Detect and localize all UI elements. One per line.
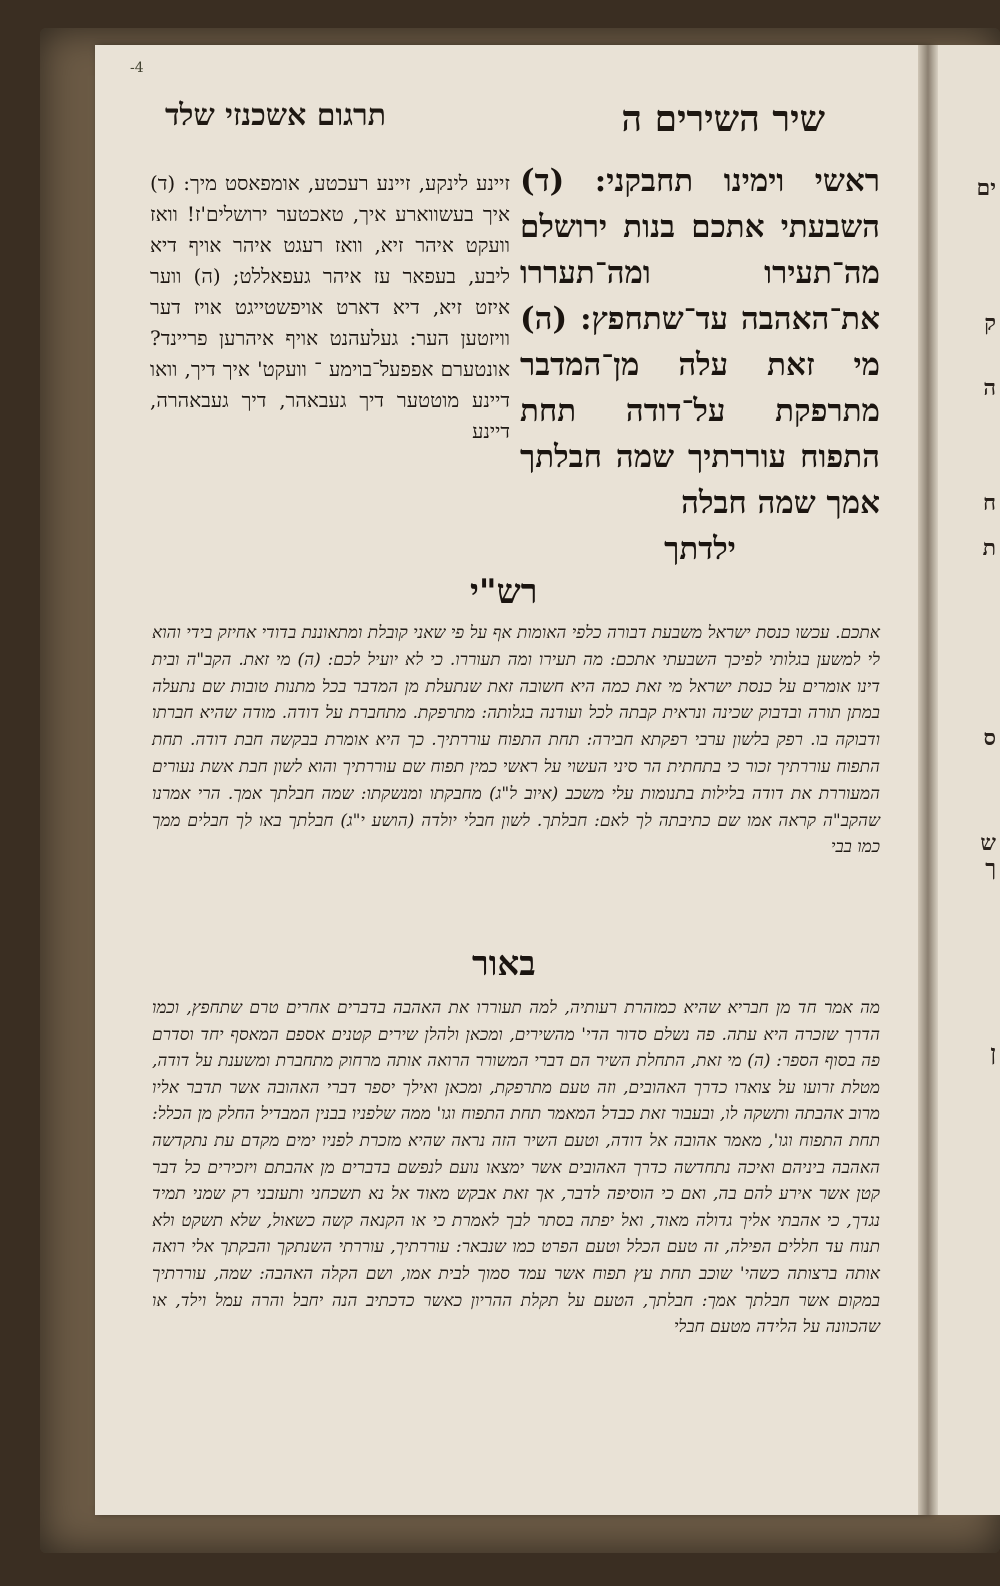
- next-page-edge: [938, 45, 1000, 1515]
- next-page-glyph: ש: [980, 830, 996, 856]
- next-page-glyph: ח: [982, 490, 996, 516]
- rashi-title: רש"י: [470, 572, 538, 612]
- next-page-glyph: ס: [983, 725, 996, 751]
- next-page-glyph: ך: [985, 855, 996, 881]
- next-page-glyph: ה: [983, 375, 996, 401]
- beur-title: באור: [472, 944, 536, 984]
- hebrew-verse-last-word: ילדתך: [664, 531, 736, 567]
- next-page-glyph: ק: [984, 310, 996, 336]
- translation-column: זיינע לינקע, זיינע רעכטע, אומפאסט מיך: (ד) איך בעשווארע איך, טאכטער ירושלים'ז! וואז וועקט איהר זיא, וואז רעגט איהר אויף דיא ליבע, בעפאר עז איהר געפאללט; (ה) ווער איזט זיא, דיא דארט אויפשטייגט אויז דער וויזטען הער: געלעהנט אויף איהרען פריינד? אונטערם אפפעל־בוימע ־ וועקט' איך דיך, וואו דיינע מוטטער דיך געבאהר, דיך געבאהרה, דיינע: [150, 171, 510, 443]
- beur-commentary: מה אמר חד מן חבריא שהיא כמזהרת רעותיה, למה תעוררו את האהבה בדברים אחרים טרם שתחפץ, וכמו הדרך שזכרה היא עתה. פה נשלם סדור הדי' מהשירים, ומכאן ולהלן שירים קטנים אספם המאסף יחד וסדרם פה בסוף הספר: (ה) מי זאת, התחלת השיר הם דברי המשורר הרואה אותה מרחוק מתחברת ומשענת על דודה, מטלת זרועו על צוארו כדרך האהובים, וזה טעם מתרפקת, ומכאן ואילך יספר דברי האהובה אשר תדבר אליו מרוב אהבתה ותשקה לו, ובעבור זאת כבדל המאמר תחת התפוח וגו' ממה שלפניו בבנין המבדיל החלק מן הכלל: תחת התפוח וגו', מאמר אהובה אל דודה, וטעם השיר הזה נראה שהיא מזכרת לפניו ימים מקדם עת נתקדשה האהבה ביניהם ואיכה נתחדשה כדרך האהובים אשר ימצאו נועם לנפשם בדברים מן אהבתם ויזכירים כל דבר קטן אשר אירע להם בה, ואם כי הוסיפה לדבר, אך זאת אבקש מאוד אל נא תשכחני ותעזבני רק שמני תמיד נגדך, כי אהבתי אליך גדולה מאוד, ואל יפתה בסתר לבך לאמרת כי או הקנאה קשה כשאול, שלא תשקט ולא תנוח עד חללים הפילה, זה טעם הכלל וטעם הפרט כמו שנבאר: עוררתיך, עוררתי השנתקך והבקתך אלי רואה אותה ברצותה כשהי' שוכב תחת עץ תפוח אשר עמד סמוך לבית אמו, ושם הקלה האהבה: שמה, עוררתיך במקום אשר חבלתך אמך: חבלתך, הטעם על תקלת ההריון כאשר כדכתיב הנה יחבל והרה עמל וילד, או שהכוונה על הלידה מטעם חבלי: [152, 998, 880, 1338]
- next-page-glyph: ים: [976, 175, 996, 201]
- running-header-left: תרגום אשכנזי שלד: [165, 98, 387, 133]
- book-gutter: [918, 45, 938, 1515]
- hebrew-verse-text: ראשי וימינו תחבקני: (ד) השבעתי אתכם בנות ירושלם מה־תעירו ומה־תעררו את־האהבה עד־שתחפץ: (ה) מי זאת עלה מן־המדבר מתרפקת על־דודה תחת התפוח עוררתיך שמה חבלתך אמך שמה חבלה: [520, 163, 880, 521]
- next-page-glyph: ן: [990, 1040, 996, 1066]
- hebrew-verse-column: [520, 158, 880, 578]
- rashi-commentary: אתכם. עכשו כנסת ישראל משבעת דבורה כלפי האומות אף על פי שאני קובלת ומתאוננת בדודי אחיזק בידי והוא לי למשען בגלותי לפיכך השבעתי אתכם: מה תעירו ומה תעוררו. כי לא יועיל לכם: (ה) מי זאת. הקב"ה ובית דינו אומרים על כנסת ישראל מי זאת כמה היא חשובה זאת שנתעלת מן המדבר בכל מתנות טובות שם נתעלה במתן תורה ובדבוק שכינה ונראית קבתה לכל ועודנה בגלותה: מתרפקת. מתחברת על דודה. מודה שהיא חברתו ודבוקה בו. רפק בלשון ערבי רפקתא חבירה: תחת התפוח עוררתיך. כך היא אומרת בבקשה חבת דודה. תחת התפוח עוררתיך זכור כי בתחתית הר סיני העשוי על ראשי כמין תפוח שם עוררתיך והוא לשון חבת אשת נעורים המעוררת את דודה בלילות בתנומות עלי משכב (איוב ל"ג) מחבקתו ומנשקתו: שמה חבלתך אמך. הרי אמרנו שהקב"ה קראה אמו שם כתיבתה לך לאם: חבלתך. לשון חבלי יולדה (הושע י"ג) חבלתך באו לך חבלים ממך כמו בבי: [152, 623, 880, 858]
- running-header-right: שיר השירים ה: [621, 98, 825, 140]
- leaf-mark: -4: [130, 60, 144, 76]
- next-page-glyph: ת: [982, 535, 996, 561]
